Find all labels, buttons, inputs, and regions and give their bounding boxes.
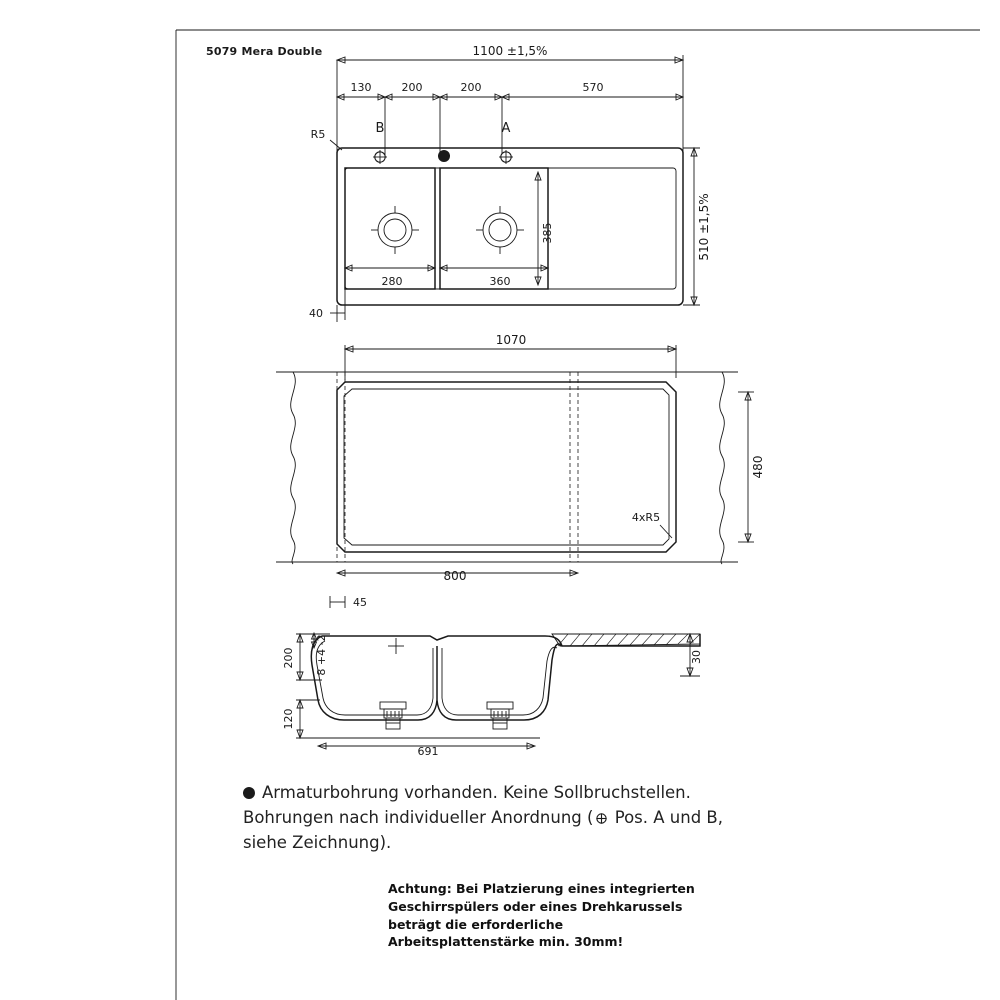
note-line-2 <box>243 805 803 830</box>
warning-line-3: beträgt die erforderliche <box>388 916 564 932</box>
section-top-edge <box>322 634 700 646</box>
note-line-1 <box>243 780 803 805</box>
bowl-right <box>440 168 548 289</box>
warning-line-1: Achtung: Bei Platzierung eines integrierten <box>388 881 695 896</box>
dim-385: 385 <box>541 222 554 244</box>
note-line-3: siehe Zeichnung). <box>243 833 392 853</box>
section-tap-hole <box>388 638 404 654</box>
section-inner-right <box>442 647 557 715</box>
drain-fitting-left <box>380 702 406 729</box>
notes-block <box>243 780 803 855</box>
dim-280: 280 <box>381 275 403 288</box>
dim-30: 30 <box>690 650 703 664</box>
tap-position-icon <box>595 807 607 819</box>
warning-line-2: Geschirrspülers oder eines Drehkarussels <box>388 898 683 914</box>
cutout-view-group <box>276 333 765 609</box>
dim-570: 570 <box>582 81 604 94</box>
tap-hole-a <box>499 150 513 164</box>
top-view-group <box>309 44 711 322</box>
dim-200-b: 200 <box>460 81 482 94</box>
section-bowl-profile <box>311 636 562 720</box>
page-title: 5079 Mera Double <box>206 45 323 58</box>
dim-200-section: 200 <box>282 647 295 669</box>
label-r5: R5 <box>310 128 326 141</box>
warning-block <box>388 880 808 951</box>
dim-45: 45 <box>353 596 367 609</box>
cutout-outline <box>337 382 676 552</box>
cutout-inner-outline <box>344 389 669 545</box>
dim-120-section: 120 <box>282 708 295 730</box>
dim-130: 130 <box>350 81 372 94</box>
dim-480: 480 <box>751 455 765 479</box>
dim-200-a: 200 <box>401 81 423 94</box>
dim-40: 40 <box>309 307 323 320</box>
break-line-right <box>720 372 725 564</box>
drain-left-outer <box>378 213 412 247</box>
drain-left-inner <box>384 219 406 241</box>
drain-fitting-right <box>487 702 513 729</box>
drain-right-outer <box>483 213 517 247</box>
note-line-1-text: Armaturbohrung vorhanden. Keine Sollbruchstellen. <box>262 783 691 802</box>
dim-691: 691 <box>417 745 439 758</box>
dim-360: 360 <box>489 275 511 288</box>
break-line-left <box>291 372 296 564</box>
dim-tolerance: 8 +4 -2 <box>315 634 328 676</box>
dim-1070: 1070 <box>495 333 527 347</box>
note-line-2-text-a: Bohrungen nach individueller Anordnung ( <box>243 808 594 828</box>
bowl-left <box>345 168 435 289</box>
label-4xr5: 4xR5 <box>631 511 661 524</box>
dim-overall-width: 1100 ±1,5% <box>472 44 548 58</box>
hole-label-b: B <box>375 121 385 136</box>
warning-line-4: Arbeitsplattenstärke min. 30mm! <box>388 934 624 950</box>
note-line-2-text-b: Pos. A und B, <box>609 808 723 828</box>
tap-hole-existing <box>438 150 450 162</box>
section-inner-left <box>316 641 433 715</box>
hole-label-a: A <box>501 121 511 136</box>
dim-510: 510 ±1,5% <box>697 193 711 261</box>
dim-800: 800 <box>443 569 467 583</box>
filled-circle-icon <box>243 787 255 799</box>
section-view-group <box>282 633 703 758</box>
drain-right-inner <box>489 219 511 241</box>
